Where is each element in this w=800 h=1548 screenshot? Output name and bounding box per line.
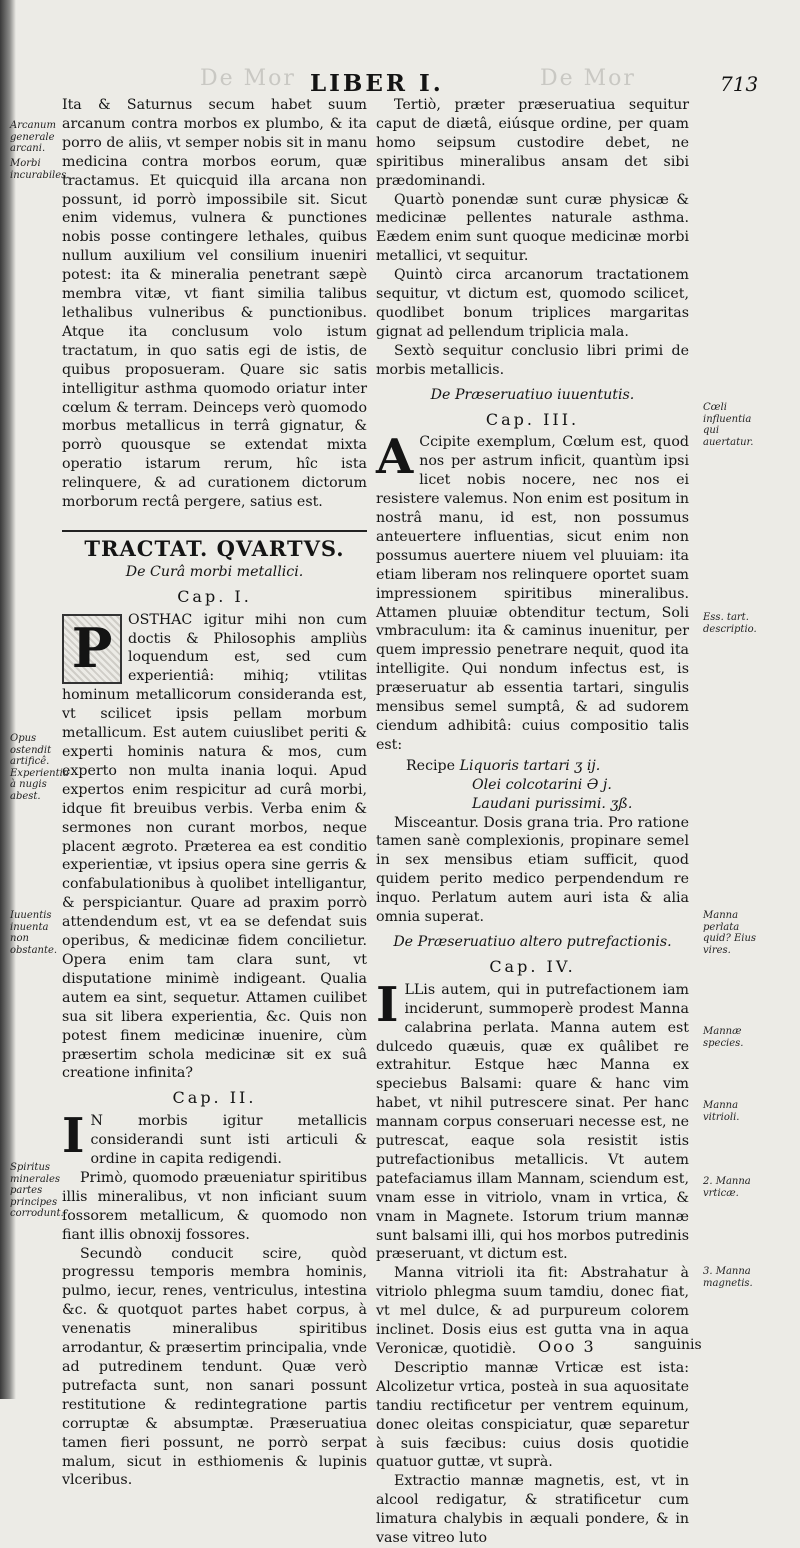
- chapter-3-heading: Cap. III.: [485, 409, 580, 429]
- chapter-1-dropcap: P: [62, 614, 122, 684]
- chapter-4-manna-vrticae: Descriptio mannæ Vrticæ est ista: Alcolizetur vrtica, posteà in sua aquositate tandiu rectificetur per ventrem equinum, donec oleitas conspiciatur, quæ separetur à suis fæcibus: cuius dosis quotidie quatuor guttæ, vt suprà.: [376, 1359, 689, 1471]
- paragraph-quarto: Quartò ponendæ sunt curæ physicæ & medicinæ pellentes naturale asthma. Eædem enim sunt quoque medicinæ morbi metallici, vt sequitur.: [376, 191, 689, 265]
- paragraph-sexto: Sextò sequitur conclusio libri primi de morbis metallicis.: [376, 342, 689, 378]
- margin-note-right-2: Ess. tart. descriptio.: [703, 612, 757, 635]
- chapter-3-after-recipe: Misceantur. Dosis grana tria. Pro ratione tamen sanè complexionis, propinare semel in sex mensibus etiam sufficit, quod quidem perito medico perpendendum re inquo. Perlatum autem auri ista & alia omnia superat.: [376, 814, 689, 926]
- bleed-through-text-right: De Mor: [540, 66, 636, 91]
- chapter-4-subtitle: De Præseruatiuo altero putrefactionis.: [393, 933, 672, 950]
- recipe-label: Recipe: [406, 757, 456, 774]
- chapter-3-text: Ccipite exemplum, Cœlum est, quod nos per astrum inficit, quantùm ipsi licet nobis nocere, nec nos ei resistere valemus. Non enim est positum in nostrâ manu, id est, non possumus anteuertere influentias, sicut enim non possumus auertere niuem vel pluuiam: ita etiam liberam nos relinquere oportet suam impressionem spiritibus mineralibus. Attamen pluuiæ obtenditur tectum, Soli vmbraculum: ita & caminus inuenitur, per quem impressio penetrare nequit, quod ita intelligite. Qui nondum infectus est, is præseruatur ab essentia tartari, singulis mensibus semel sumptâ, & ad sudorem ciendum adhibitâ: cuius compositio talis est:: [376, 434, 689, 753]
- paragraph-tertio: Tertiò, præter præseruatiua sequitur caput de diætâ, eiúsque ordine, per quam homo seipsum custodire debet, ne spiritibus mineralibus ansam det sibi prædominandi.: [376, 97, 689, 189]
- chapter-1-heading: Cap. I.: [177, 586, 252, 606]
- chapter-4-text: LLis autem, qui in putrefactionem iam inciderunt, summoperè prodest Manna calabrina perlata. Manna autem est dulcedo quæuis, quæ ex quâlibet re extrahitur. Estque hæc Manna ex speciebus Balsami: quare & hanc vim habet, vt nihil putrescere sinat. Per hanc mannam corpus conseruari necesse est, ne putrescat, eaque sola resistit istis putrefactionibus metallicis. Vt autem patefaciamus illam Mannam, sciendum est, vnam esse in vitriolo, vnam in vrtica, & vnam in Magnete. Istorum trium mannæ sunt balsami illi, qui hos morbos putredinis præseruant, vt dictum est.: [376, 981, 689, 1263]
- margin-note-right-6: 2. Manna vrticæ.: [703, 1176, 751, 1199]
- chapter-1-text: OSTHAC igitur mihi non cum doctis & Philosophis ampliùs loquendum est, sed cum experientiâ: mihiq; vtilitas hominum metallicorum consideranda est, vt scilicet ipsis pellam morbum metallicum. Est autem cuiuslibet periti & experti hominis natura & mos, cum experto non multa inania loqui. Apud expertos enim respicitur ad curâ morbi, idque fit breuibus verbis. Verba enim & sermones non curant morbos, neque placent ægroto. Præterea ea est conditio experientiæ, vt ipsius opera sine gerris & confabulationibus à quolibet intelligantur, & perspiciantur. Quare ad praxim porrò attendendum est, vt ea se defendat suis operibus, & medicinæ fidem concilietur. Opera enim tam clara sunt, vt disputatione minimè indigeant. Qualia autem ea sint, sequetur. Attamen cuilibet sua sit libera experientia, &c. Quis non potest finem medicinæ inuenire, cùm præsertim schola medicinæ sit ex suâ creatione infinita?: [62, 611, 367, 1082]
- catchword: sanguinis: [634, 1337, 702, 1353]
- signature-mark: Ooo 3: [538, 1337, 596, 1356]
- bleed-through-text-left: De Mor: [200, 66, 296, 91]
- chapter-2-primo: Primò, quomodo præueniatur spiritibus illis mineralibus, vt non inficiant suum fossorem metallicum, & quomodo non fiant illis obnoxij fossores.: [62, 1169, 367, 1243]
- chapter-2-text: N morbis igitur metallicis considerandi sunt isti articuli & ordine in capita redigendi.: [90, 1113, 367, 1168]
- chapter-3-subtitle: De Præseruatiuo iuuentutis.: [430, 386, 635, 403]
- chapter-4-manna-vitrioli: Manna vitrioli ita fit: Abstrahatur à vitriolo phlegma suum tamdiu, donec fiat, vt mel dulce, & ad purpureum colorem inclinet. Dosis eius est gutta vna in aqua Veronicæ, quotidiè.: [376, 1265, 689, 1357]
- margin-note-right-5: Manna vitrioli.: [703, 1100, 740, 1123]
- running-title: LIBER I.: [310, 70, 444, 97]
- margin-note-right-4: Mannæ species.: [703, 1026, 744, 1049]
- recipe-ingredient-3: Laudani purissimi. ʒß.: [472, 795, 633, 812]
- tractat-subtitle: De Curâ morbi metallici.: [125, 563, 304, 580]
- paragraph-quinto: Quintò circa arcanorum tractationem sequitur, vt dictum est, quomodo scilicet, quodlibet bonum triplices margaritas gignat ad pellendum triplicia mala.: [376, 267, 689, 340]
- recipe-line-1: [406, 757, 689, 776]
- margin-note-left-1: Arcanum generale arcani.: [10, 120, 56, 154]
- chapter-4-manna-magnetis: Extractio mannæ magnetis, est, vt in alcool redigatur, & stratificetur cum limatura chalybis in æquali pondere, & in vase vitreo luto: [376, 1473, 689, 1547]
- page-number: 713: [720, 72, 759, 96]
- paragraph-saturnus: Ita & Saturnus secum habet suum arcanum contra morbos ex plumbo, & ita porro de aliis, vt semper nobis sit in manu medicina contra morbos eorum, quæ tractamus. Et quicquid illa arcana non possunt, id porrò impossibile sit. Sicut enim videmus, vulnera & punctiones nobis posse contingere lethales, quibus nullum auxilium vel consilium inueniri potest: ita & mineralia penetrant sæpè membra vitæ, vt fiant similia talibus lethalibus vulneribus & punctionibus. Atque ita conclusum volo istum tractatum, in quo satis egi de istis, de quibus proposueram. Quare sic satis intelligitur asthma quomodo oriatur inter cœlum & terram. Deinceps verò quomodo morbus metallicus in terrâ gignatur, & porrò quousque se extendat mixta operatio istarum rerum, hîc ista relinquere, & ad curationem dictorum morborum rectâ pergere, satius est.: [62, 97, 367, 511]
- chapter-4-dropcap: I: [376, 976, 399, 1033]
- margin-note-left-5: Spiritus minerales partes principes corrodunt.: [10, 1162, 64, 1219]
- chapter-2-secundo: Secundò conducit scire, quòd progressu temporis membra hominis, pulmo, iecur, renes, ventriculus, intestina &c. & quotquot partes habet corpus, à venenatis mineralibus spiritibus arrodantur, & præsertim principalia, vnde ad putredinem tendunt. Quæ verò putrefacta sunt, non sanari possunt restitutione & redintegratione partis corruptæ & absumptæ. Præseruatiua tamen fieri possunt, ne porrò serpat malum, sicut in esthiomenis & lupinis vlceribus.: [62, 1245, 367, 1489]
- margin-note-right-3: Manna perlata quid? Eius vires.: [703, 910, 757, 956]
- chapter-3-dropcap: A: [376, 429, 414, 486]
- chapter-2-heading: Cap. II.: [172, 1088, 257, 1108]
- left-column: [62, 96, 367, 1490]
- tractat-title: TRACTAT. QVARTVS.: [62, 530, 367, 559]
- margin-note-right-1: Cœli influentia qui auertatur.: [703, 402, 754, 448]
- recipe-ingredient-1: Liquoris tartari ʒ ij.: [459, 757, 601, 774]
- margin-note-left-4: Iuuentis inuenta non obstante.: [10, 910, 58, 956]
- margin-note-right-7: 3. Manna magnetis.: [703, 1266, 753, 1289]
- chapter-2-dropcap: I: [62, 1108, 85, 1165]
- chapter-4-heading: Cap. IV.: [489, 956, 576, 976]
- margin-note-left-3: Opus ostendit artificê. Experientia à nugis abest.: [10, 733, 69, 802]
- margin-note-left-2: Morbi incurabiles.: [10, 158, 70, 181]
- recipe-ingredient-2: Olei colcotarini Ə j.: [472, 776, 612, 793]
- right-column: [376, 96, 689, 1548]
